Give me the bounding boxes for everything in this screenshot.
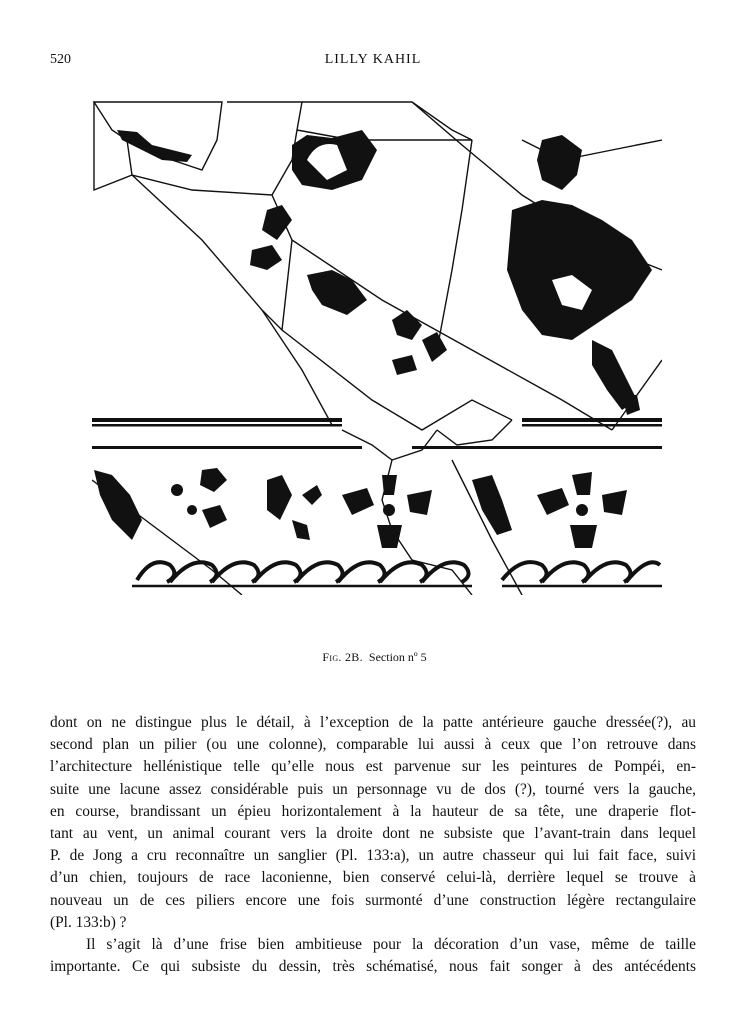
figure-label: Fig. 2B. [322,650,363,664]
text-line: l’architecture hellénistique telle qu’elle nous est parvenue sur les peintures de Pompéi, en- [50,758,696,776]
vase-fragment-drawing [92,100,662,595]
figural-fragments [117,130,652,415]
text-line: Il s’agit là d’une frise bien ambitieuse pour la décoration d’un vase, même de taille [86,936,696,954]
body-text [50,712,696,978]
page-header [50,52,696,72]
frieze-bands [92,418,662,449]
fragment-outlines [92,102,662,595]
text-line: d’un chien, toujours de race laconienne, bien conservé celui-là, derrière lequel se trouve à [50,869,696,887]
text-line: dont on ne distingue plus le détail, à l’exception de la patte antérieure gauche dressée(?), au [50,714,696,731]
text-line: nouveau un de ces piliers encore une fois surmonté d’une construction légère rectangulaire [50,891,696,909]
text-line: second plan un pilier (ou une colonne), comparable lui aussi à ceux que l’on retrouve dans [50,736,696,754]
text-line: suite une lacune assez considérable puis un personnage vu de dos (?), tourné vers la gauche, [50,780,696,798]
text-line: importante. Ce qui subsiste du dessin, très schématisé, nous fait songer à des antécédents [50,958,696,976]
page-number: 520 [50,52,71,67]
running-head: LILLY KAHIL [324,52,422,67]
text-line: en course, brandissant un épieu horizontalement à la hauteur de sa tête, une draperie flot- [50,802,696,820]
figure-title: Section nº 5 [368,650,427,664]
text-line: tant au vent, un animal courant vers la droite dont ne subsiste que l’avant-train dans lequel [50,825,696,843]
text-line: (Pl. 133:b) ? [50,913,127,931]
wave-border [132,562,662,586]
paragraph-2 [50,934,696,978]
figure-drawing [92,100,662,595]
ornament-frieze [94,468,627,548]
figure-caption [0,650,749,665]
paragraph-1 [50,712,696,934]
text-line: P. de Jong a cru reconnaître un sanglier (Pl. 133:a), un autre chasseur qui lui fait face, suivi [50,847,696,865]
